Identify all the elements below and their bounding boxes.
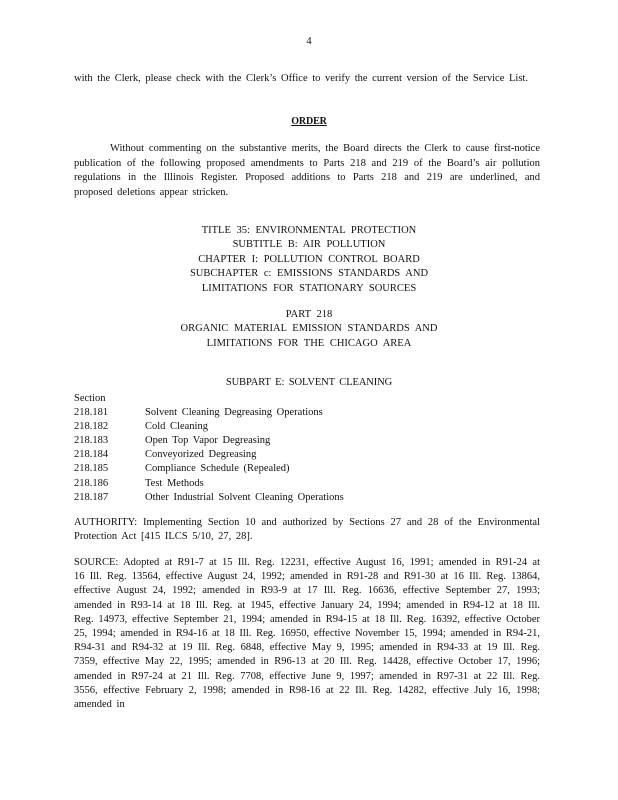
section-number: 218.181 [74, 407, 109, 419]
section-number: 218.182 [74, 421, 109, 433]
order-paragraph: Without commenting on the substantive merits, the Board directs the Clerk to cause first-notice publication of the following proposed amendments to Parts 218 and 219 of the Board’s air pollution regulations in the Illinois Register. Proposed additions to Parts 218 and 219 are underlined, and proposed deletions appear stricken. [74, 143, 540, 198]
subpart-heading: SUBPART E: SOLVENT CLEANING [225, 377, 393, 388]
section-number: 218.187 [74, 491, 109, 503]
section-title: Other Industrial Solvent Cleaning Operations [145, 491, 344, 503]
page-number: 4 [306, 36, 312, 47]
order-heading: ORDER [291, 116, 327, 127]
section-title: Solvent Cleaning Degreasing Operations [145, 407, 323, 419]
part-block [0, 308, 618, 351]
list-item [74, 406, 344, 420]
subtitle-line: SUBTITLE B: AIR POLLUTION [232, 239, 386, 251]
list-item [74, 434, 344, 448]
section-number: 218.184 [74, 449, 109, 461]
section-number: 218.185 [74, 463, 109, 475]
part-number: PART 218 [285, 309, 333, 320]
intro-paragraph: with the Clerk, please check with the Clerk’s Office to verify the current version of the Service List. [74, 73, 528, 84]
list-item [74, 491, 344, 505]
list-item [74, 448, 344, 462]
section-number: 218.186 [74, 477, 109, 489]
section-title: Cold Cleaning [145, 421, 208, 433]
source-paragraph: SOURCE: Adopted at R91-7 at 15 Ill. Reg. 12231, effective August 16, 1991; amended in R91-24 at 16 Ill. Reg. 13564, effective August 24, 1992; amended in R91-28 and R91-30 at 16 Ill. Reg. 13864, effective August 24, 1992; amended in R93-9 at 17 Ill. Reg. 16636, effective September 27, 1993; amended in R93-14 at 18 Ill. Reg. at 1945, effective January 24, 1994; amended in R94-12 at 18 Ill. Reg. 14973, effective September 21, 1994; amended in R94-15 at 18 Ill. Reg. 16392, effective October 25, 1994; amended in R94-16 at 18 Ill. Reg. 16950, effective November 15, 1994; amended in R94-21, R94-31 and R94-32 at 19 Ill. Reg. 6848, effective May 9, 1995; amended in R94-33 at 19 Ill. Reg. 7359, effective May 22, 1995; amended in R96-13 at 20 Ill. Reg. 14428, effective October 17, 1996; amended in R97-24 at 21 Ill. Reg. 7708, effective June 9, 1997; amended in R97-31 at 22 Ill. Reg. 3556, effective February 2, 1998; amended in R98-16 at 22 Ill. Reg. 14282, effective July 16, 1998; amended in [74, 557, 540, 711]
title-line: TITLE 35: ENVIRONMENTAL PROTECTION [201, 225, 417, 236]
section-title: Test Methods [145, 477, 204, 489]
subchapter-line: SUBCHAPTER c: EMISSIONS STANDARDS AND [189, 268, 429, 280]
title-block [0, 224, 618, 296]
authority-paragraph: AUTHORITY: Implementing Section 10 and authorized by Sections 27 and 28 of the Environmental Protection Act [415 ILCS 5/10, 27, 28]. [74, 517, 540, 543]
list-item [74, 477, 344, 491]
section-label: Section [74, 393, 106, 404]
section-list [74, 392, 344, 505]
chapter-line: CHAPTER I: POLLUTION CONTROL BOARD [198, 253, 420, 265]
part-title-line: ORGANIC MATERIAL EMISSION STANDARDS AND [180, 323, 438, 335]
section-title: Compliance Schedule (Repealed) [145, 463, 290, 475]
section-label-row [74, 392, 344, 406]
part-title-line-2: LIMITATIONS FOR THE CHICAGO AREA [206, 337, 412, 349]
section-number: 218.183 [74, 435, 109, 447]
section-title: Open Top Vapor Degreasing [145, 435, 271, 447]
section-title: Conveyorized Degreasing [145, 449, 257, 461]
list-item [74, 462, 344, 476]
subchapter-line-2: LIMITATIONS FOR STATIONARY SOURCES [201, 282, 417, 294]
list-item [74, 420, 344, 434]
